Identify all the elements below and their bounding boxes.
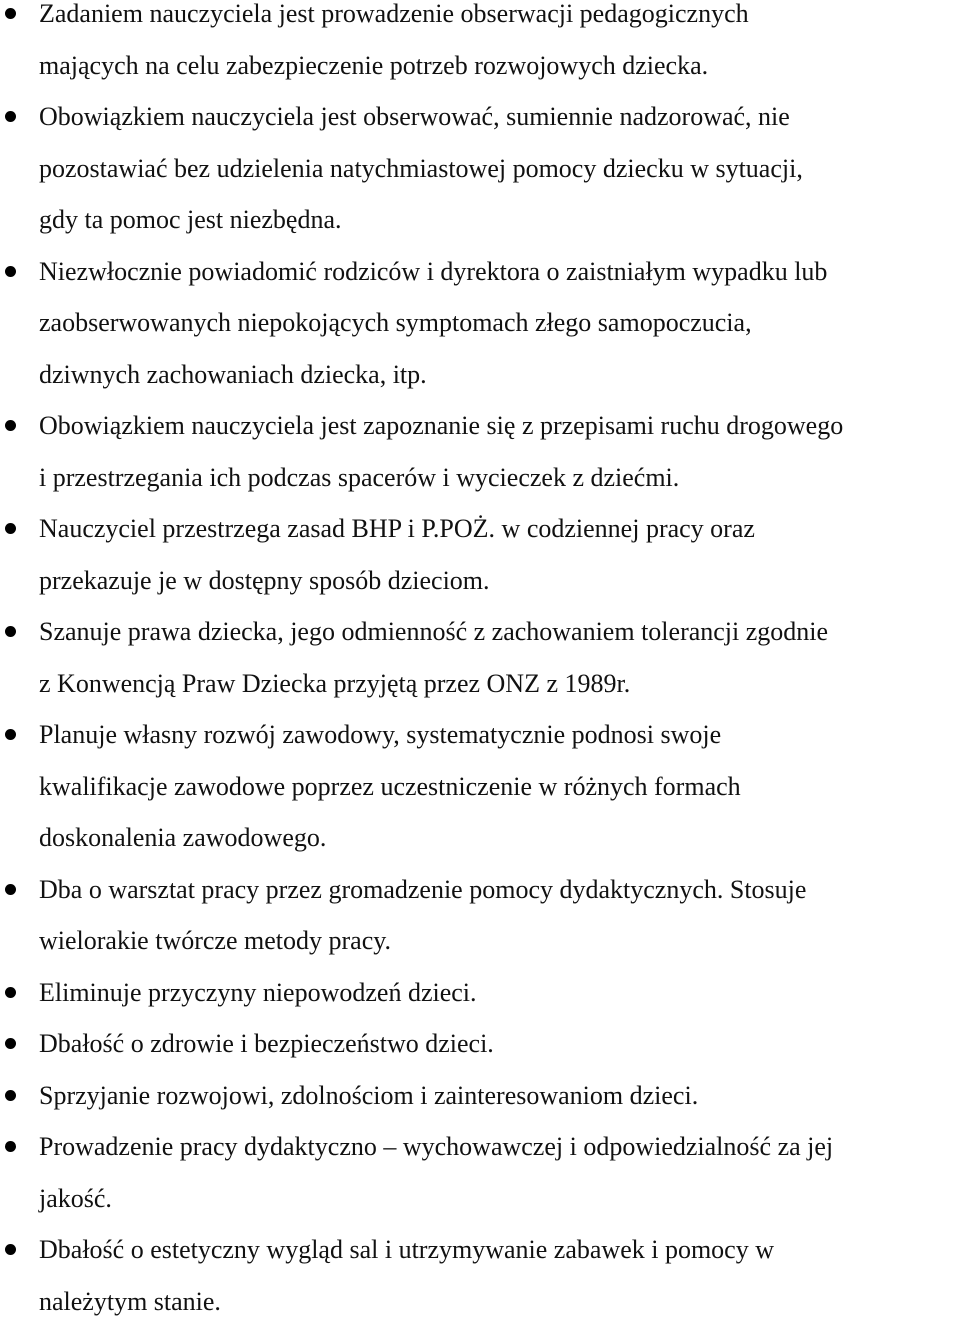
bullet-text-line: pozostawiać bez udzielenia natychmiastowej pomocy dziecku w sytuacji, [39, 143, 960, 195]
bullet-text-line: jakość. [39, 1173, 960, 1225]
bullet-text-line: zaobserwowanych niepokojących symptomach złego samopoczucia, [39, 297, 960, 349]
bullet-dot-icon [5, 626, 16, 637]
bullet-dot-icon [5, 1038, 16, 1049]
bullet-dot-icon [5, 111, 16, 122]
bullet-dot-icon [5, 729, 16, 740]
bullet-item-traffic-rules [0, 400, 960, 503]
bullet-dot-icon [5, 1090, 16, 1101]
bullet-text-line: Nauczyciel przestrzega zasad BHP i P.POŻ. w codziennej pracy oraz [39, 503, 960, 555]
bullet-dot-icon [5, 987, 16, 998]
bullet-dot-icon [5, 420, 16, 431]
bullet-text-line: Sprzyjanie rozwojowi, zdolnościom i zainteresowaniom dzieci. [39, 1070, 960, 1122]
bullet-item-workshop [0, 864, 960, 967]
bullet-text-line: należytym stanie. [39, 1276, 960, 1327]
bullet-item-child-rights [0, 606, 960, 709]
bullet-item-support-development [0, 1070, 960, 1122]
bullet-text-line: Dbałość o zdrowie i bezpieczeństwo dzieci. [39, 1018, 960, 1070]
bullet-text-line: Planuje własny rozwój zawodowy, systematycznie podnosi swoje [39, 709, 960, 761]
bullet-text-line: wielorakie twórcze metody pracy. [39, 915, 960, 967]
bullet-item-supervision [0, 91, 960, 246]
bullet-text-line: doskonalenia zawodowego. [39, 812, 960, 864]
bullet-item-eliminate-failures [0, 967, 960, 1019]
bullet-item-teaching-quality [0, 1121, 960, 1224]
bullet-text-line: Dba o warsztat pracy przez gromadzenie pomocy dydaktycznych. Stosuje [39, 864, 960, 916]
bullet-text-line: Zadaniem nauczyciela jest prowadzenie obserwacji pedagogicznych [39, 0, 960, 40]
bullet-item-notify-parents [0, 246, 960, 401]
bullet-dot-icon [5, 884, 16, 895]
bullet-dot-icon [5, 1244, 16, 1255]
bullet-text-line: Eliminuje przyczyny niepowodzeń dzieci. [39, 967, 960, 1019]
bullet-text-line: mających na celu zabezpieczenie potrzeb rozwojowych dziecka. [39, 40, 960, 92]
bullet-text-line: Dbałość o estetyczny wygląd sal i utrzymywanie zabawek i pomocy w [39, 1224, 960, 1276]
bullet-item-health-safety [0, 1018, 960, 1070]
bullet-text-line: kwalifikacje zawodowe poprzez uczestniczenie w różnych formach [39, 761, 960, 813]
bullet-text-line: Obowiązkiem nauczyciela jest zapoznanie się z przepisami ruchu drogowego [39, 400, 960, 452]
bullet-text-line: gdy ta pomoc jest niezbędna. [39, 194, 960, 246]
bullet-text-line: dziwnych zachowaniach dziecka, itp. [39, 349, 960, 401]
bullet-dot-icon [5, 1141, 16, 1152]
bullet-item-observation [0, 0, 960, 91]
bullet-text-line: Prowadzenie pracy dydaktyczno – wychowawczej i odpowiedzialność za jej [39, 1121, 960, 1173]
bullet-text-line: Niezwłocznie powiadomić rodziców i dyrektora o zaistniałym wypadku lub [39, 246, 960, 298]
bullet-text-line: z Konwencją Praw Dziecka przyjętą przez ONZ z 1989r. [39, 658, 960, 710]
bullet-text-line: przekazuje je w dostępny sposób dzieciom. [39, 555, 960, 607]
bullet-dot-icon [5, 8, 16, 19]
bullet-dot-icon [5, 266, 16, 277]
bullet-text-line: Szanuje prawa dziecka, jego odmienność z zachowaniem tolerancji zgodnie [39, 606, 960, 658]
bullet-item-safety-rules [0, 503, 960, 606]
bullet-text-line: Obowiązkiem nauczyciela jest obserwować, sumiennie nadzorować, nie [39, 91, 960, 143]
bullet-text-line: i przestrzegania ich podczas spacerów i wycieczek z dziećmi. [39, 452, 960, 504]
bullet-dot-icon [5, 523, 16, 534]
bullet-item-professional-development [0, 709, 960, 864]
